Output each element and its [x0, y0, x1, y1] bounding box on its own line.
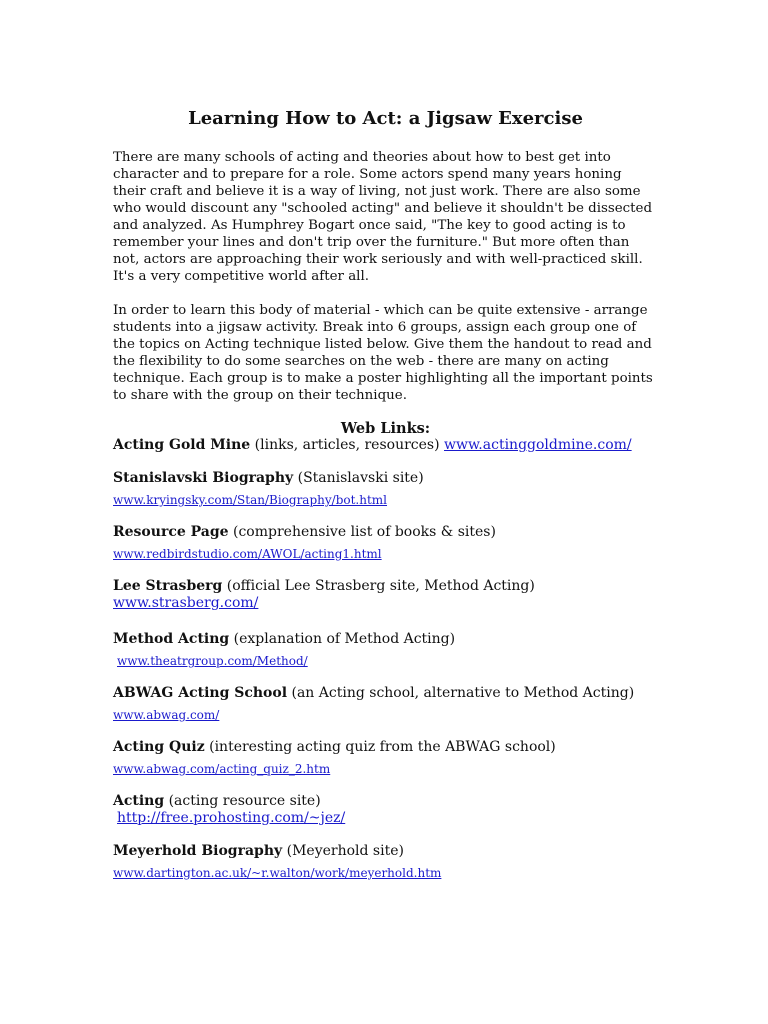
link-description: (acting resource site) [164, 793, 321, 809]
link-url[interactable]: www.redbirdstudio.com/AWOL/acting1.html [113, 547, 382, 561]
link-name: Acting Quiz [113, 739, 205, 755]
link-url[interactable]: www.actinggoldmine.com/ [444, 437, 632, 453]
link-name: ABWAG Acting School [113, 685, 288, 701]
web-links-heading: Web Links: [340, 420, 431, 437]
link-description: (comprehensive list of books & sites) [228, 524, 496, 540]
link-entry-abwag-acting-school [113, 685, 658, 723]
link-url[interactable]: www.theatrgroup.com/Method/ [117, 654, 308, 668]
link-description: (explanation of Method Acting) [229, 631, 456, 647]
link-name: Lee Strasberg [113, 578, 223, 594]
link-url[interactable]: www.kryingsky.com/Stan/Biography/bot.html [113, 493, 388, 507]
link-description: (an Acting school, alternative to Method Acting) [287, 685, 635, 701]
link-url[interactable]: www.abwag.com/ [113, 708, 220, 722]
link-name: Meyerhold Biography [113, 843, 283, 859]
link-entry-meyerhold-biography [113, 843, 658, 881]
link-description: (official Lee Strasberg site, Method Acting) [222, 578, 535, 594]
link-description: (Meyerhold site) [282, 843, 404, 859]
link-name: Method Acting [113, 631, 230, 647]
link-description: (links, articles, resources) [250, 437, 445, 453]
link-name: Acting [113, 793, 165, 809]
link-entry-method-acting [113, 631, 658, 669]
link-url[interactable]: http://free.prohosting.com/~jez/ [117, 810, 346, 826]
link-url[interactable]: www.strasberg.com/ [113, 595, 259, 611]
link-url[interactable]: www.dartington.ac.uk/~r.walton/work/meyerhold.htm [113, 866, 442, 880]
link-entry-resource-page [113, 524, 658, 562]
link-name: Stanislavski Biography [113, 470, 294, 486]
link-entry-acting-quiz [113, 739, 658, 777]
document-page [113, 104, 658, 881]
link-name: Resource Page [113, 524, 229, 540]
link-description: (interesting acting quiz from the ABWAG school) [204, 739, 556, 755]
link-entry-acting [113, 793, 658, 827]
link-description: (Stanislavski site) [293, 470, 424, 486]
link-entry-stanislavski-biography [113, 470, 658, 508]
instructions-paragraph: In order to learn this body of material - which can be quite extensive - arrange students into a jigsaw activity. Break into 6 groups, assign each group one of the topics on Acting technique listed below. Give them the handout to read and the flexibility to do some searches on the web - there are many on acting technique. Each group is to make a poster highlighting all the important points to share with the group on their technique. [113, 303, 653, 403]
link-entry-lee-strasberg [113, 578, 658, 612]
intro-paragraph: There are many schools of acting and theories about how to best get into character and to prepare for a role. Some actors spend many years honing their craft and believe it is a way of living, not just work. There are also some who would discount any "schooled acting" and believe it shouldn't be dissected and analyzed. As Humphrey Bogart once said, "The key to good acting is to remember your lines and don't trip over the furniture." But more often than not, actors are approaching their work seriously and with well-practiced skill. It's a very competitive world after all. [113, 150, 653, 284]
document-title: Learning How to Act: a Jigsaw Exercise [188, 108, 583, 129]
link-name: Acting Gold Mine [113, 437, 251, 453]
link-url[interactable]: www.abwag.com/acting_quiz_2.htm [113, 762, 331, 776]
link-entry-acting-gold-mine [113, 437, 658, 454]
